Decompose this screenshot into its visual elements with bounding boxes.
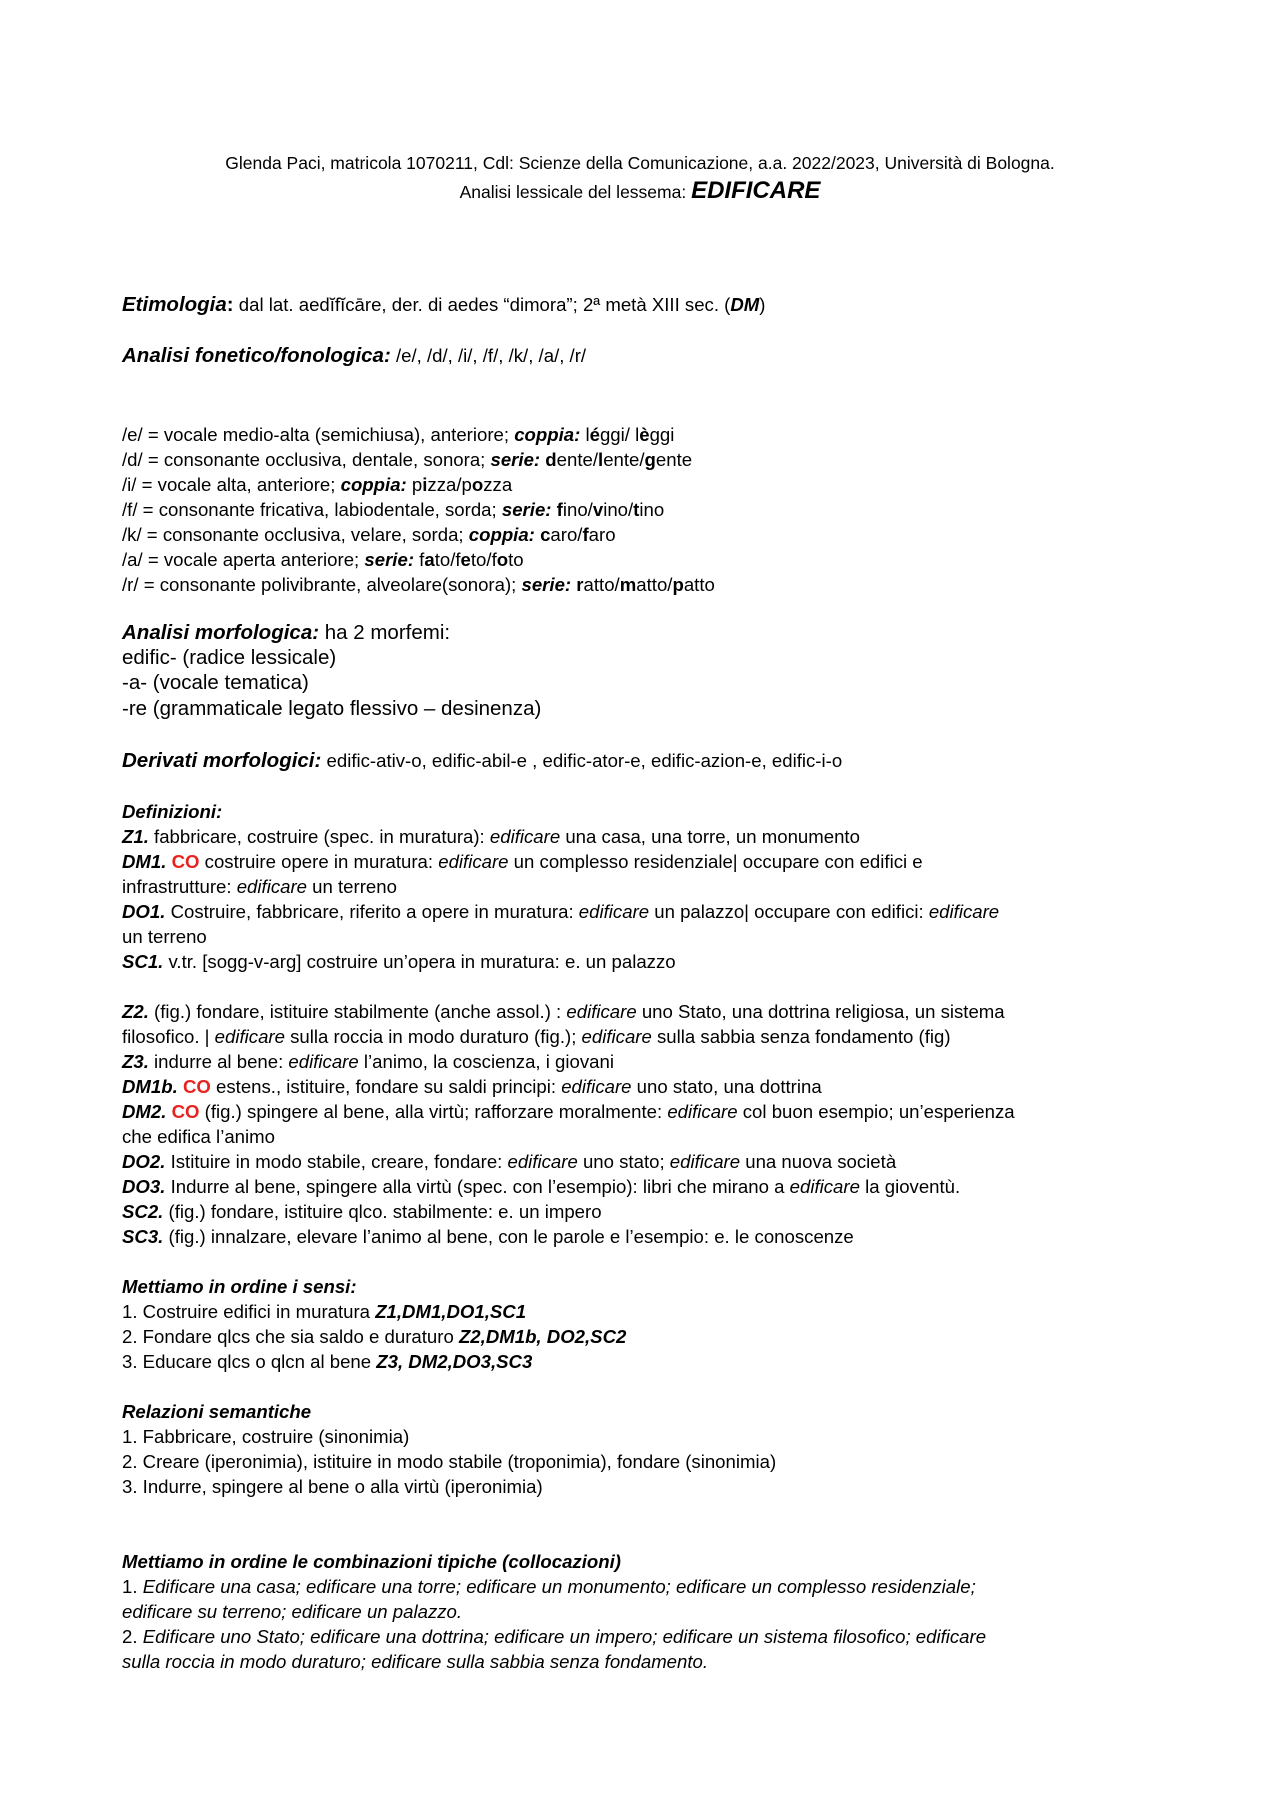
relazione-item: 1. Fabbricare, costruire (sinonimia) xyxy=(122,1426,410,1447)
fonema-row: /d/ = consonante occlusiva, dentale, sonora; serie: dente/lente/gente xyxy=(122,449,693,470)
sensi-label: Mettiamo in ordine i sensi: xyxy=(122,1276,357,1297)
derivati-line xyxy=(122,748,842,773)
etimologia-label: Etimologia xyxy=(122,293,227,316)
relazione-item: 2. Creare (iperonimia), istituire in modo stabile (troponimia), fondare (sinonimia) xyxy=(122,1451,777,1472)
morfologica-text: ha 2 morfemi: xyxy=(319,621,451,644)
def-do2: DO2. Istituire in modo stabile, creare, fondare: edificare uno stato; edificare una nuova società xyxy=(122,1151,897,1172)
collocazione-2-cont: sulla roccia in modo duraturo; edificare sulla sabbia senza fondamento. xyxy=(122,1651,709,1672)
collocazione-1-cont: edificare su terreno; edificare un palazzo. xyxy=(122,1601,463,1622)
def-sc1: SC1. v.tr. [sogg-v-arg] costruire un’opera in muratura: e. un palazzo xyxy=(122,951,676,972)
fonema-row: /k/ = consonante occlusiva, velare, sorda; coppia: caro/faro xyxy=(122,524,616,545)
morfema-item: -a- (vocale tematica) xyxy=(122,671,309,694)
def-do1-cont: un terreno xyxy=(122,926,207,947)
fonetica-line xyxy=(122,343,586,368)
def-do1: DO1. Costruire, fabbricare, riferito a opere in muratura: edificare un palazzo| occupare con edifici: edificare xyxy=(122,901,1000,922)
collocazione-1: 1. Edificare una casa; edificare una torre; edificare un monumento; edificare un complesso residenziale; xyxy=(122,1576,976,1597)
etimologia-source: DM xyxy=(730,294,760,315)
senso-item: 3. Educare qlcs o qlcn al bene Z3, DM2,DO3,SC3 xyxy=(122,1351,533,1372)
fonema-row: /e/ = vocale medio-alta (semichiusa), anteriore; coppia: léggi/ lèggi xyxy=(122,424,675,445)
def-dm2: DM2. CO (fig.) spingere al bene, alla virtù; rafforzare moralmente: edificare col buon esempio; un’esperienza xyxy=(122,1101,1015,1122)
def-dm1: DM1. CO costruire opere in muratura: edificare un complesso residenziale| occupare con edifici e xyxy=(122,851,923,872)
etimologia-line xyxy=(122,292,766,317)
co-badge: CO xyxy=(171,1101,200,1122)
etimologia-text: dal lat. aedĭfĭcāre, der. di aedes “dimora”; 2ª metà XIII sec. ( xyxy=(233,294,731,315)
header-prefix: Analisi lessicale del lessema: xyxy=(459,182,692,202)
def-dm2-cont: che edifica l’animo xyxy=(122,1126,275,1147)
relazione-item: 3. Indurre, spingere al bene o alla virtù (iperonimia) xyxy=(122,1476,543,1497)
morfema-item: edific- (radice lessicale) xyxy=(122,646,337,669)
def-dm1b: DM1b. CO estens., istituire, fondare su saldi principi: edificare uno stato, una dottrina xyxy=(122,1076,822,1097)
etimologia-close: ) xyxy=(759,294,766,315)
senso-item: 1. Costruire edifici in muratura Z1,DM1,DO1,SC1 xyxy=(122,1301,527,1322)
definizioni-label: Definizioni: xyxy=(122,801,223,822)
etimologia-colon: : xyxy=(226,293,234,316)
fonema-row: /i/ = vocale alta, anteriore; coppia: pizza/pozza xyxy=(122,474,513,495)
lexeme-title: EDIFICARE xyxy=(691,177,821,204)
collocazioni-label: Mettiamo in ordine le combinazioni tipiche (collocazioni) xyxy=(122,1551,621,1572)
morfema-item: -re (grammaticale legato flessivo – desinenza) xyxy=(122,697,542,720)
senso-item: 2. Fondare qlcs che sia saldo e duraturo Z2,DM1b, DO2,SC2 xyxy=(122,1326,627,1347)
def-z2-cont: filosofico. | edificare sulla roccia in modo duraturo (fig.); edificare sulla sabbia senza fondamento (fig) xyxy=(122,1026,951,1047)
co-badge: CO xyxy=(171,851,200,872)
collocazione-2: 2. Edificare uno Stato; edificare una dottrina; edificare un impero; edificare un sistema filosofico; edificare xyxy=(122,1626,987,1647)
def-do3: DO3. Indurre al bene, spingere alla virtù (spec. con l’esempio): libri che mirano a edificare la gioventù. xyxy=(122,1176,961,1197)
relazioni-label: Relazioni semantiche xyxy=(122,1401,312,1422)
fonema-row: /f/ = consonante fricativa, labiodentale, sorda; serie: fino/vino/tino xyxy=(122,499,665,520)
def-sc3: SC3. (fig.) innalzare, elevare l’animo al bene, con le parole e l’esempio: e. le conoscenze xyxy=(122,1226,854,1247)
header-title-line xyxy=(0,177,1280,205)
morfologica-line xyxy=(122,620,450,645)
def-z3: Z3. indurre al bene: edificare l’animo, la coscienza, i giovani xyxy=(122,1051,614,1072)
fonetica-label: Analisi fonetico/fonologica: xyxy=(122,344,391,367)
def-dm1-cont: infrastrutture: edificare un terreno xyxy=(122,876,397,897)
derivati-label: Derivati morfologici: xyxy=(122,749,322,772)
fonetica-text: /e/, /d/, /i/, /f/, /k/, /a/, /r/ xyxy=(390,345,587,366)
def-z1: Z1. fabbricare, costruire (spec. in muratura): edificare una casa, una torre, un monumento xyxy=(122,826,860,847)
def-sc2: SC2. (fig.) fondare, istituire qlco. stabilmente: e. un impero xyxy=(122,1201,602,1222)
fonema-row: /a/ = vocale aperta anteriore; serie: fato/feto/foto xyxy=(122,549,524,570)
fonema-row: /r/ = consonante polivibrante, alveolare(sonora); serie: ratto/matto/patto xyxy=(122,574,715,595)
def-z2: Z2. (fig.) fondare, istituire stabilmente (anche assol.) : edificare uno Stato, una dottrina religiosa, un sistema xyxy=(122,1001,1005,1022)
header-author-line: Glenda Paci, matricola 1070211, Cdl: Scienze della Comunicazione, a.a. 2022/2023, Università di Bologna. xyxy=(225,153,1055,173)
morfologica-label: Analisi morfologica: xyxy=(122,621,320,644)
co-badge: CO xyxy=(182,1076,211,1097)
derivati-text: edific-ativ-o, edific-abil-e , edific-ator-e, edific-azion-e, edific-i-o xyxy=(321,750,843,771)
